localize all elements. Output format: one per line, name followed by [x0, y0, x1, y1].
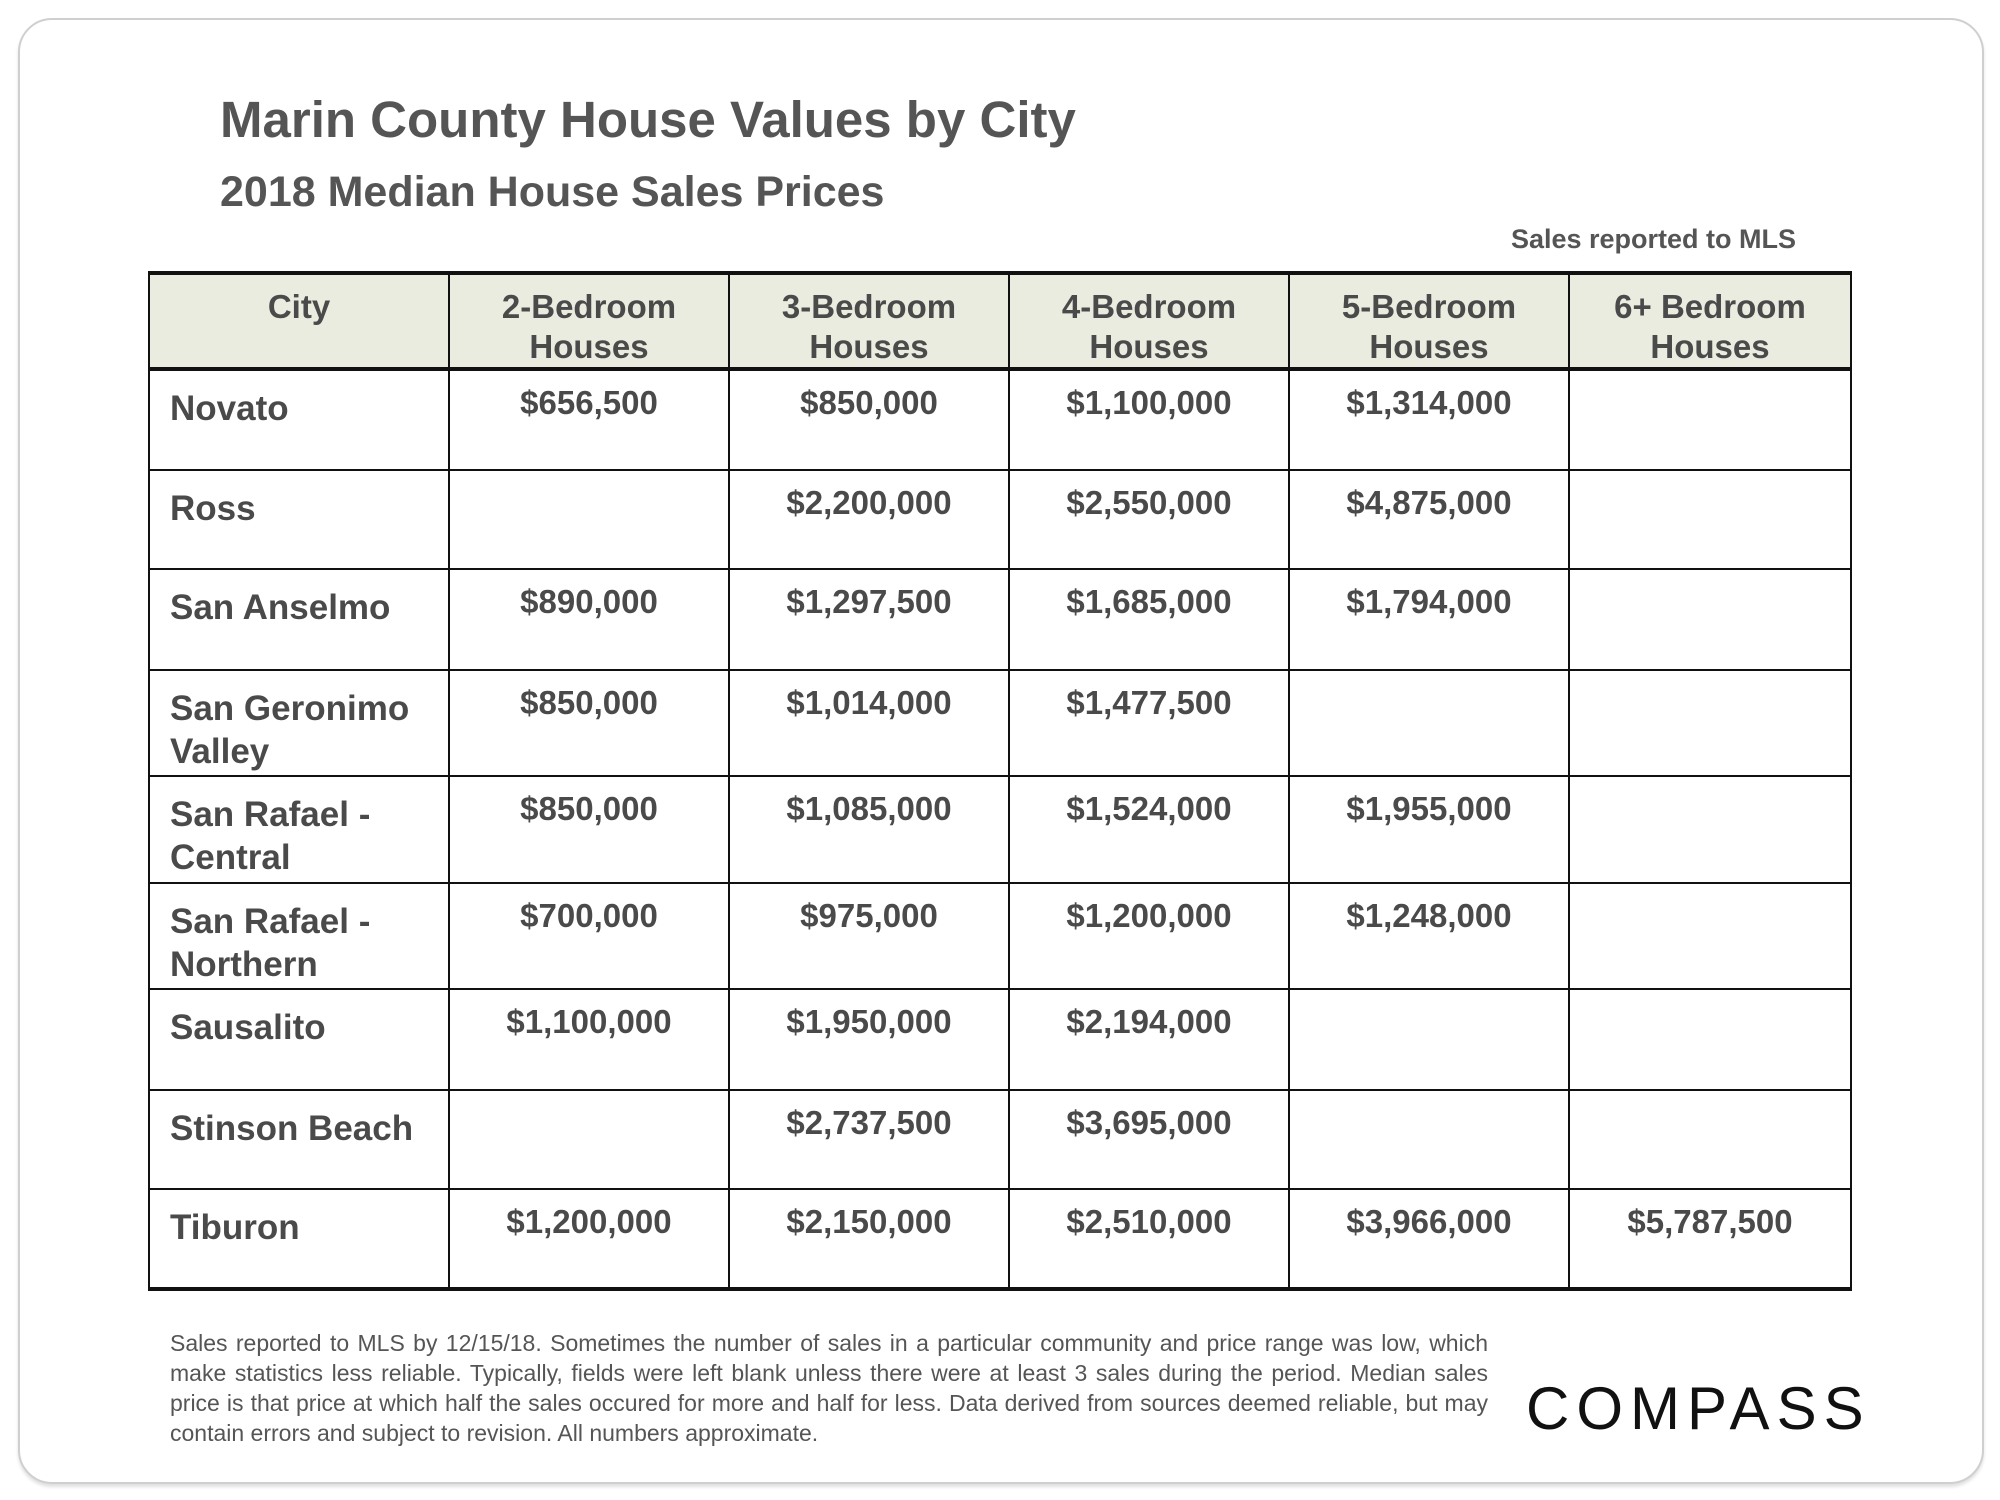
price-cell: $3,966,000: [1289, 1189, 1569, 1289]
column-header: 4-Bedroom Houses: [1009, 273, 1289, 369]
price-cell: $1,794,000: [1289, 569, 1569, 670]
table-row: [149, 569, 1851, 670]
price-cell: $1,685,000: [1009, 569, 1289, 670]
price-cell: $890,000: [449, 569, 729, 670]
price-cell: $1,477,500: [1009, 670, 1289, 776]
city-cell: Stinson Beach: [149, 1090, 449, 1189]
price-cell: $2,194,000: [1009, 989, 1289, 1090]
table-row: [149, 883, 1851, 989]
price-cell: [449, 1090, 729, 1189]
price-cell: $2,550,000: [1009, 470, 1289, 569]
price-cell: [449, 470, 729, 569]
price-cell: $850,000: [449, 776, 729, 883]
price-cell: [1289, 989, 1569, 1090]
price-cell: $700,000: [449, 883, 729, 989]
table-row: [149, 470, 1851, 569]
compass-logo: COMPASS: [1526, 1375, 1871, 1442]
price-cell: $1,950,000: [729, 989, 1009, 1090]
city-cell: San Anselmo: [149, 569, 449, 670]
price-cell: $2,200,000: [729, 470, 1009, 569]
price-cell: [1569, 776, 1851, 883]
price-cell: $1,524,000: [1009, 776, 1289, 883]
price-cell: [1569, 1090, 1851, 1189]
price-cell: $5,787,500: [1569, 1189, 1851, 1289]
price-cell: $4,875,000: [1289, 470, 1569, 569]
price-cell: $850,000: [729, 369, 1009, 470]
price-cell: $1,014,000: [729, 670, 1009, 776]
price-cell: $3,695,000: [1009, 1090, 1289, 1189]
price-cell: [1569, 569, 1851, 670]
page-title: Marin County House Values by City: [220, 91, 1076, 148]
price-cell: $1,085,000: [729, 776, 1009, 883]
price-cell: $1,248,000: [1289, 883, 1569, 989]
price-cell: $1,314,000: [1289, 369, 1569, 470]
page-subtitle: 2018 Median House Sales Prices: [220, 168, 885, 216]
price-cell: $2,737,500: [729, 1090, 1009, 1189]
city-cell: San Rafael - Central: [149, 776, 449, 883]
price-cell: $1,100,000: [1009, 369, 1289, 470]
price-cell: $656,500: [449, 369, 729, 470]
city-cell: Tiburon: [149, 1189, 449, 1289]
column-header: City: [149, 273, 449, 369]
price-cell: [1569, 470, 1851, 569]
price-cell: $2,510,000: [1009, 1189, 1289, 1289]
table-row: [149, 369, 1851, 470]
table-header-row: [149, 273, 1851, 369]
price-cell: $1,297,500: [729, 569, 1009, 670]
price-cell: [1289, 1090, 1569, 1189]
price-cell: $1,200,000: [1009, 883, 1289, 989]
prices-table: [148, 271, 1852, 1291]
price-cell: $1,200,000: [449, 1189, 729, 1289]
price-cell: $1,955,000: [1289, 776, 1569, 883]
city-cell: Novato: [149, 369, 449, 470]
table-row: [149, 989, 1851, 1090]
column-header: 5-Bedroom Houses: [1289, 273, 1569, 369]
table-row: [149, 670, 1851, 776]
price-cell: $850,000: [449, 670, 729, 776]
price-cell: [1569, 883, 1851, 989]
price-cell: [1569, 989, 1851, 1090]
city-cell: Sausalito: [149, 989, 449, 1090]
source-note: Sales reported to MLS: [1510, 224, 1796, 254]
footnote: Sales reported to MLS by 12/15/18. Sometimes the number of sales in a particular community and price range was low, which make statistics less reliable. Typically, fields were left blank unless there were at least 3 sales during the period. Median sales price is that price at which half the sales occured for more and half for less. Data derived from sources deemed reliable, but may contain errors and subject to revision. All numbers approximate.: [170, 1330, 1488, 1446]
city-cell: San Geronimo Valley: [149, 670, 449, 776]
column-header: 2-Bedroom Houses: [449, 273, 729, 369]
price-cell: [1569, 670, 1851, 776]
city-cell: San Rafael - Northern: [149, 883, 449, 989]
price-cell: $975,000: [729, 883, 1009, 989]
table-row: [149, 1090, 1851, 1189]
price-cell: $2,150,000: [729, 1189, 1009, 1289]
city-cell: Ross: [149, 470, 449, 569]
price-cell: [1569, 369, 1851, 470]
table-row: [149, 776, 1851, 883]
table-row: [149, 1189, 1851, 1289]
column-header: 6+ Bedroom Houses: [1569, 273, 1851, 369]
price-cell: [1289, 670, 1569, 776]
column-header: 3-Bedroom Houses: [729, 273, 1009, 369]
price-cell: $1,100,000: [449, 989, 729, 1090]
